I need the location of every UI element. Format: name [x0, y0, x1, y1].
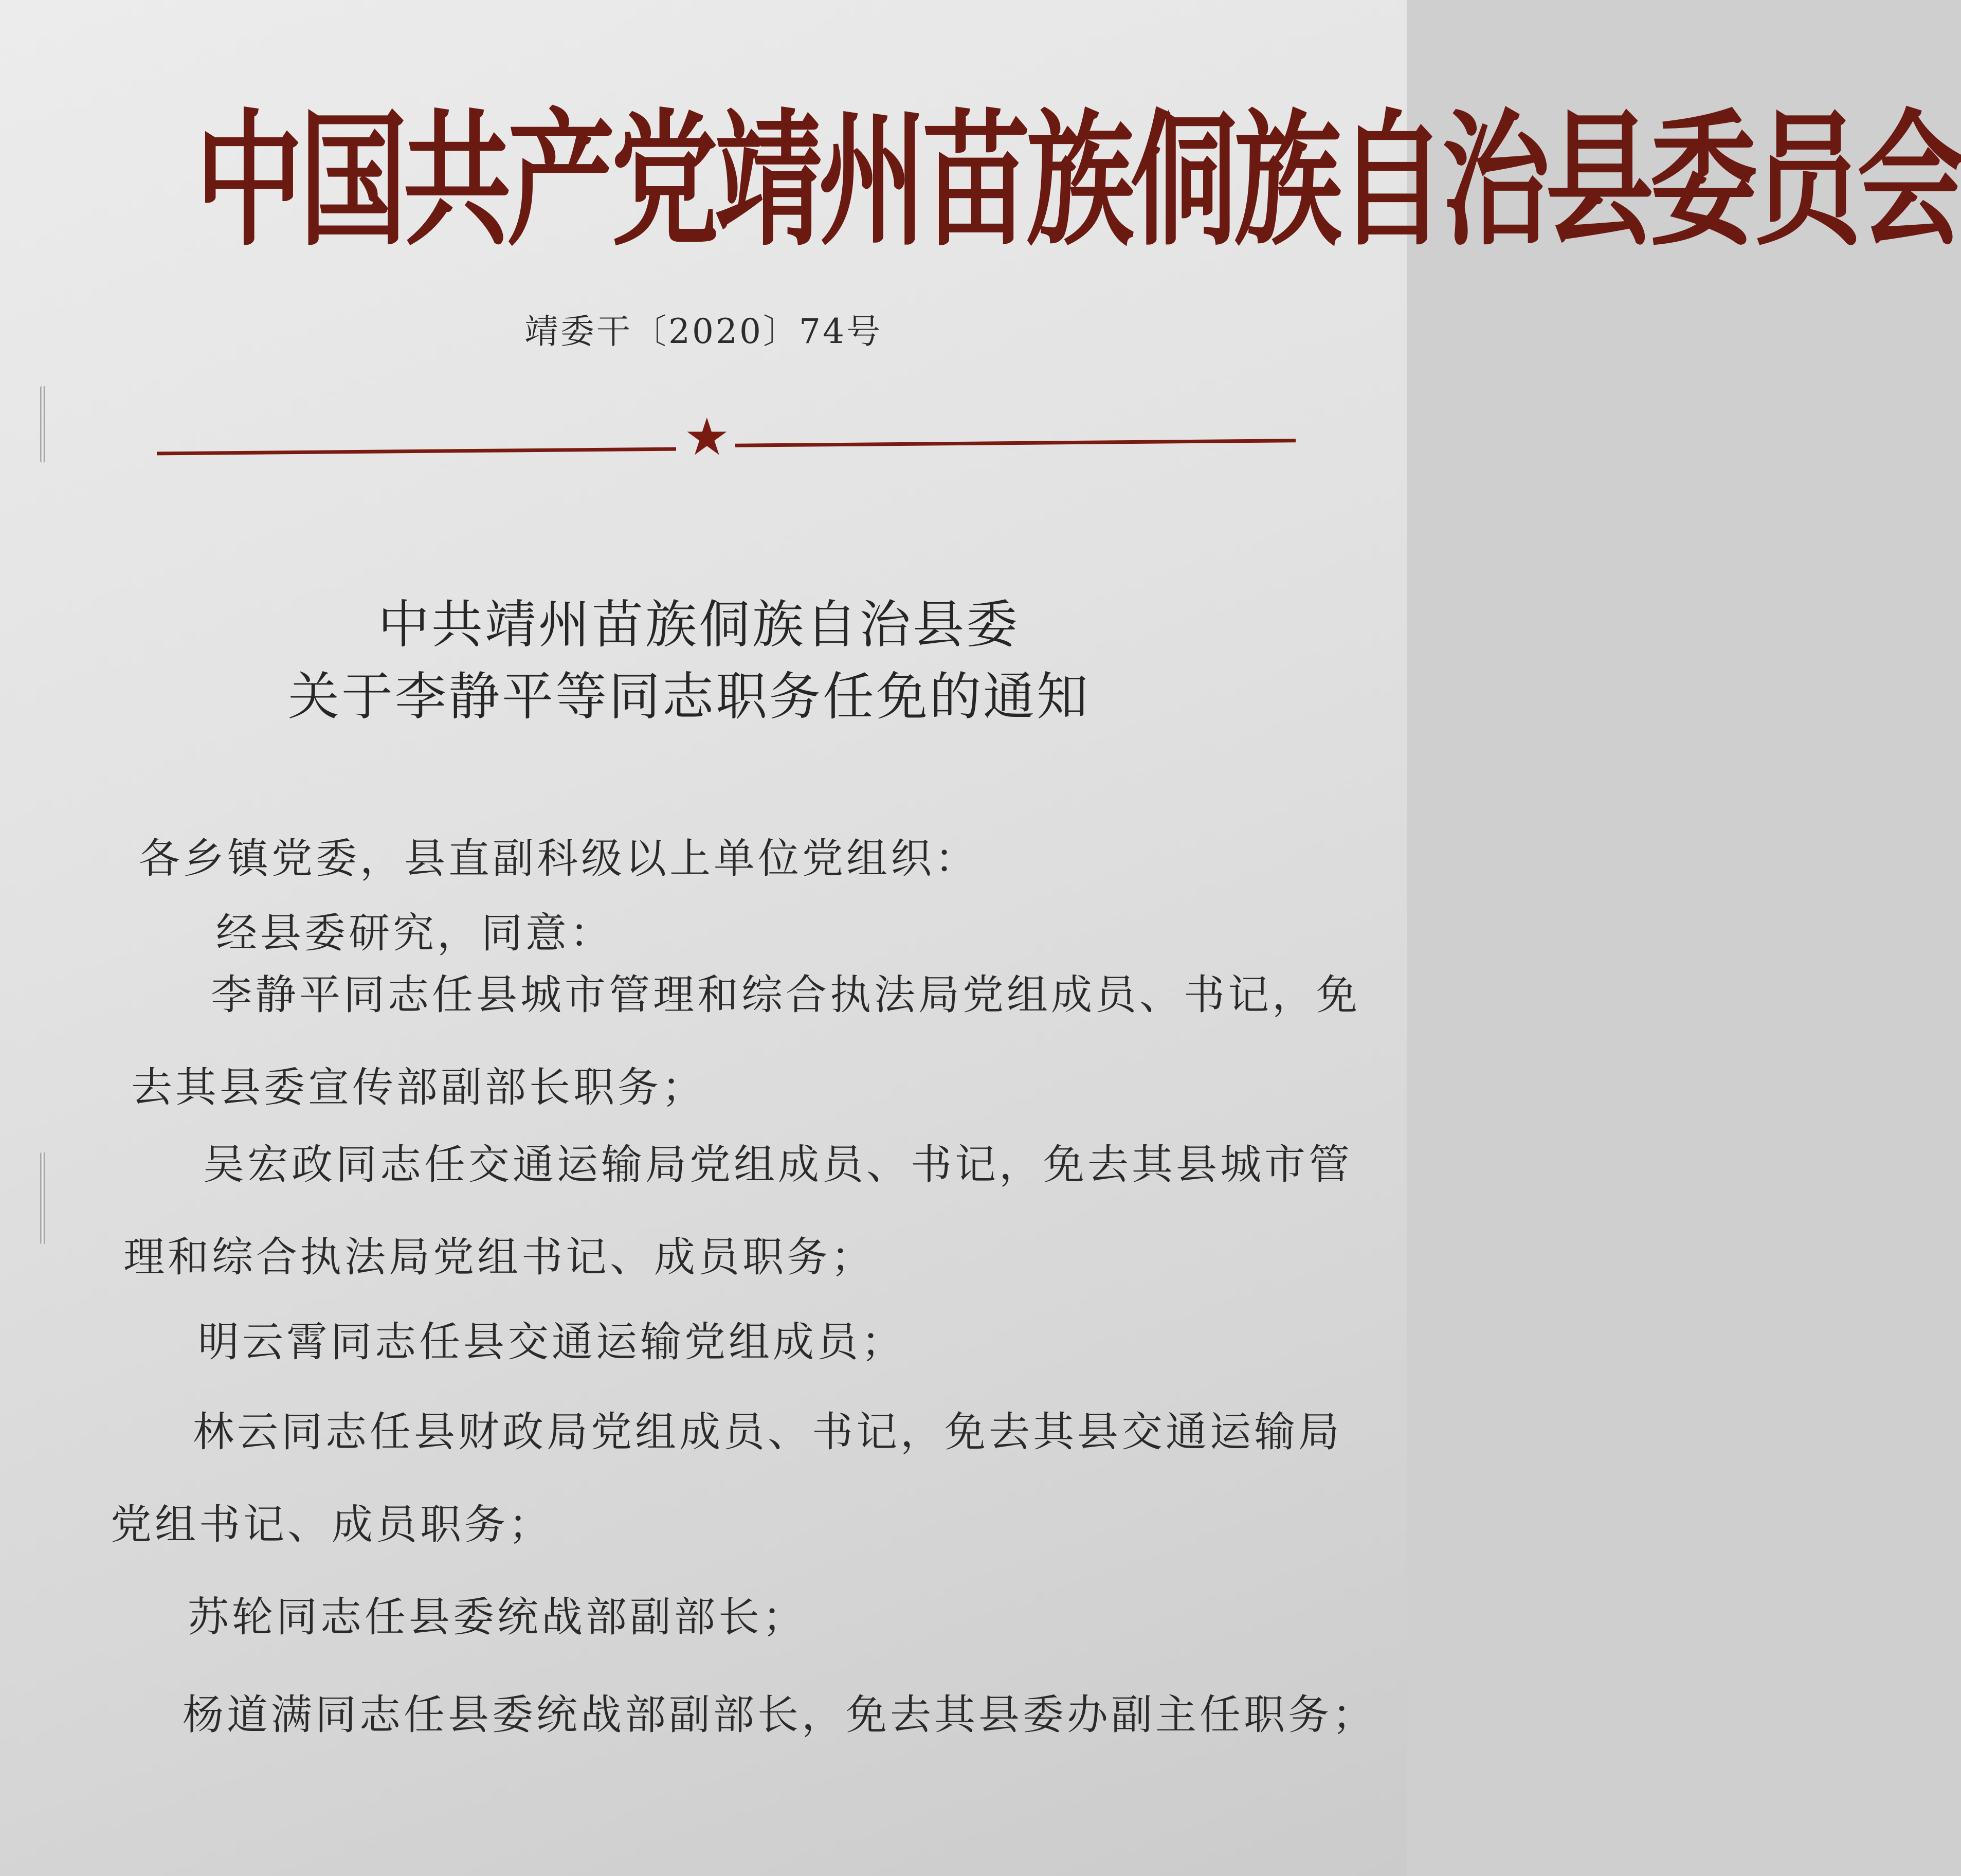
body-line: 去其县委宣传部副部长职务； — [131, 1063, 706, 1111]
notice-title-line-2: 关于李静平等同志职务任免的通知 — [288, 666, 1090, 727]
body-line: 林云同志任县财政局党组成员、书记，免去其县交通运输局 — [193, 1408, 1342, 1456]
body-line: 李静平同志任县城市管理和综合执法局党组成员、书记，免 — [211, 971, 1360, 1019]
body-line: 理和综合执法局党组书记、成员职务； — [123, 1233, 875, 1281]
separator-rule-left — [157, 447, 676, 456]
body-line: 明云霄同志任县交通运输党组成员； — [198, 1318, 905, 1366]
issuing-organization: 中国共产党靖州苗族侗族自治县委员会 — [195, 96, 1961, 266]
notice-title-line-1: 中共靖州苗族侗族自治县委 — [378, 594, 1020, 655]
staple-bottom — [40, 1152, 45, 1244]
intro-paragraph: 经县委研究，同意： — [216, 909, 614, 957]
document-number: 靖委干〔2020〕74号 — [524, 312, 882, 351]
salutation: 各乡镇党委，县直副科级以上单位党组织： — [139, 835, 979, 882]
body-line: 杨道满同志任县委统战部副部长，免去其县委办副主任职务； — [183, 1691, 1376, 1739]
body-line: 党组书记、成员职务； — [111, 1501, 553, 1548]
staple-top — [40, 386, 45, 463]
body-line: 苏轮同志任县委统战部副部长； — [188, 1593, 807, 1641]
star-icon: ★ — [684, 407, 730, 467]
separator-rule-right — [735, 439, 1296, 447]
body-line: 吴宏政同志任交通运输局党组成员、书记，免去其县城市管 — [203, 1141, 1353, 1188]
